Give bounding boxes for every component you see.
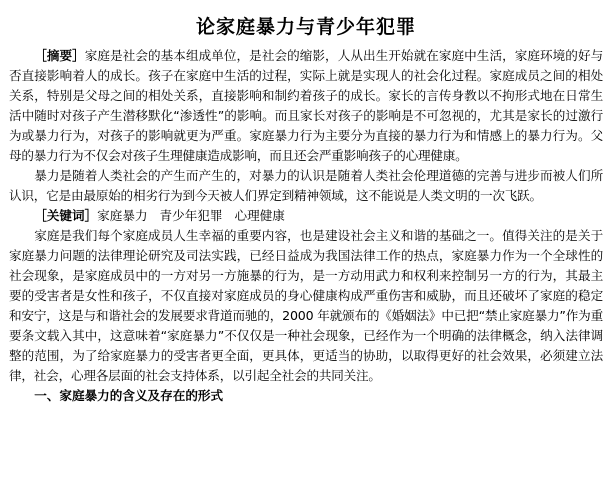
family-paragraph: 家庭是我们每个家庭成员人生幸福的重要内容，也是建设社会主义和谐的基础之一。值得关注的是关于家庭暴力问题的法律理论研究及司法实践，已经日益成为我国法律工作的热点，家庭暴力作为一个全球性的社会现象，是家庭成员中的一方对另一方施暴的行为，是一方动用武力和权利来控制另一方的行为，其最主要的受害者是女性和孩子，不仅直接对家庭成员的身心健康构成严重伤害和威胁，而且还破坏了家庭的稳定和安宁，这是与和谐社会的发展要求背道而驰的，2000 年就颁布的《婚姻法》中已把“禁止家庭暴力”作为重要条文载入其中，这意味着“家庭暴力”不仅仅是一种社会现象，已经作为一个明确的法律概念，纳入法律调整的范围，为了给家庭暴力的受害者更全面，更具体，更适当的协助，以取得更好的社会效果，必须建立法律，社会，心理各层面的社会支持体系，以引起全社会的共同关注。	[9, 228, 603, 383]
document-title: 论家庭暴力与青少年犯罪	[195, 16, 416, 38]
keyword-item: 青少年犯罪	[159, 208, 223, 223]
section-heading: 一、家庭暴力的含义及存在的形式	[34, 388, 224, 403]
abstract-paragraph	[9, 46, 603, 166]
keywords-label: ［关键词］	[34, 208, 98, 223]
keyword-item: 家庭暴力	[97, 208, 148, 223]
keyword-item: 心理健康	[234, 208, 285, 223]
abstract-label: ［摘要］	[34, 48, 85, 63]
abstract-text: 家庭是社会的基本组成单位，是社会的缩影，人从出生开始就在家庭中生活，家庭环境的好与否直接影响着人的成长。孩子在家庭中生活的过程，实际上就是实现人的社会化过程。家庭成员之间的相处关系，特别是父母之间的相处关系，直接影响和制约着孩子的成长。家长的言传身教以不拘形式地在日常生活中随时对孩子产生潜移默化“渗透性”的影响。而且家长对孩子的影响是不可忽视的，尤其是家长的过激行为或暴力行为，对孩子的影响就更为严重。家庭暴力行为主要分为直接的暴力行为和情感上的暴力行为。父母的暴力行为不仅会对孩子生理健康造成影响，而且还会严重影响孩子的心理健康。	[9, 48, 603, 163]
violence-paragraph: 暴力是随着人类社会的产生而产生的，对暴力的认识是随着人类社会伦理道德的完善与进步而被人们所认识，它是由最原始的相劣行为到今天被人们界定到精神领域，这不能说是人类文明的一次飞跃。	[9, 168, 603, 203]
keywords-line	[9, 206, 603, 226]
